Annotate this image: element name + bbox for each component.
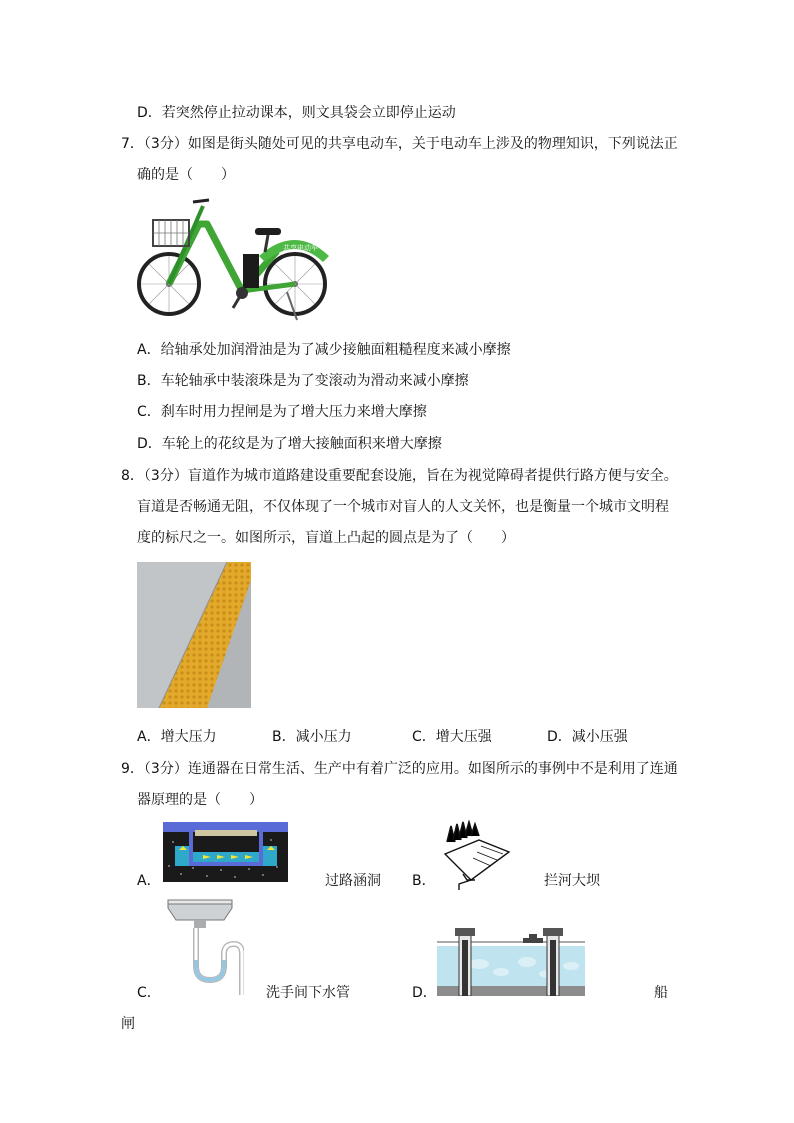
q7-bike-image xyxy=(137,196,332,326)
q6-option-d: D．若突然停止拉动课本，则文具袋会立即停止运动 xyxy=(137,105,456,121)
bike-fender-label: 共享电动车 xyxy=(283,244,318,252)
q7-option-d: D．车轮上的花纹是为了增大接触面积来增大摩擦 xyxy=(137,436,442,452)
q7-option-c: C．刹车时用力捏闸是为了增大压力来增大摩擦 xyxy=(137,404,427,420)
q8-option-a: A．增大压力 xyxy=(137,729,217,745)
q9-option-d-caption-part2: 闸 xyxy=(121,1016,135,1032)
q9-option-d-caption-part1: 船 xyxy=(654,985,668,1001)
q7-stem-line2: 确的是（ ） xyxy=(137,167,235,183)
q9-ship-lock-diagram xyxy=(437,920,585,996)
q8-stem-line1: 8．（3分）盲道作为城市道路建设重要配套设施，旨在为视觉障碍者提供行路方便与安全。 xyxy=(121,468,678,484)
q8-stem-line2: 盲道是否畅通无阻，不仅体现了一个城市对盲人的人文关怀，也是衡量一个城市文明程 xyxy=(137,499,669,515)
q8-option-d: D．减小压强 xyxy=(547,729,628,745)
q8-tactile-paving-photo xyxy=(137,562,251,708)
q9-option-c-letter: C． xyxy=(137,985,161,1001)
q7-option-a: A．给轴承处加润滑油是为了减少接触面粗糙程度来减小摩擦 xyxy=(137,342,511,358)
q8-option-c: C．增大压强 xyxy=(412,729,492,745)
q9-option-c-caption: 洗手间下水管 xyxy=(266,985,350,1001)
q9-option-a-letter: A． xyxy=(137,873,161,889)
q8-option-b: B．减小压力 xyxy=(272,729,352,745)
q9-stem-line1: 9．（3分）连通器在日常生活、生产中有着广泛的应用。如图所示的事例中不是利用了连通 xyxy=(121,761,678,777)
q9-option-a-caption: 过路涵洞 xyxy=(325,873,381,889)
q9-stem-line2: 器原理的是（ ） xyxy=(137,792,263,808)
q8-stem-line3: 度的标尺之一。如图所示，盲道上凸起的圆点是为了（ ） xyxy=(137,530,515,546)
q9-sink-drain-diagram xyxy=(162,898,244,995)
q9-culvert-diagram xyxy=(163,822,288,882)
q7-option-b: B．车轮轴承中装滚珠是为了变滚动为滑动来减小摩擦 xyxy=(137,373,469,389)
q7-stem-line1: 7．（3分）如图是街头随处可见的共享电动车，关于电动车上涉及的物理知识，下列说法正 xyxy=(121,136,678,152)
q9-dam-diagram xyxy=(437,820,512,890)
q9-option-d-letter: D． xyxy=(412,985,437,1001)
q9-option-b-caption: 拦河大坝 xyxy=(544,873,600,889)
q9-option-b-letter: B． xyxy=(412,873,436,889)
